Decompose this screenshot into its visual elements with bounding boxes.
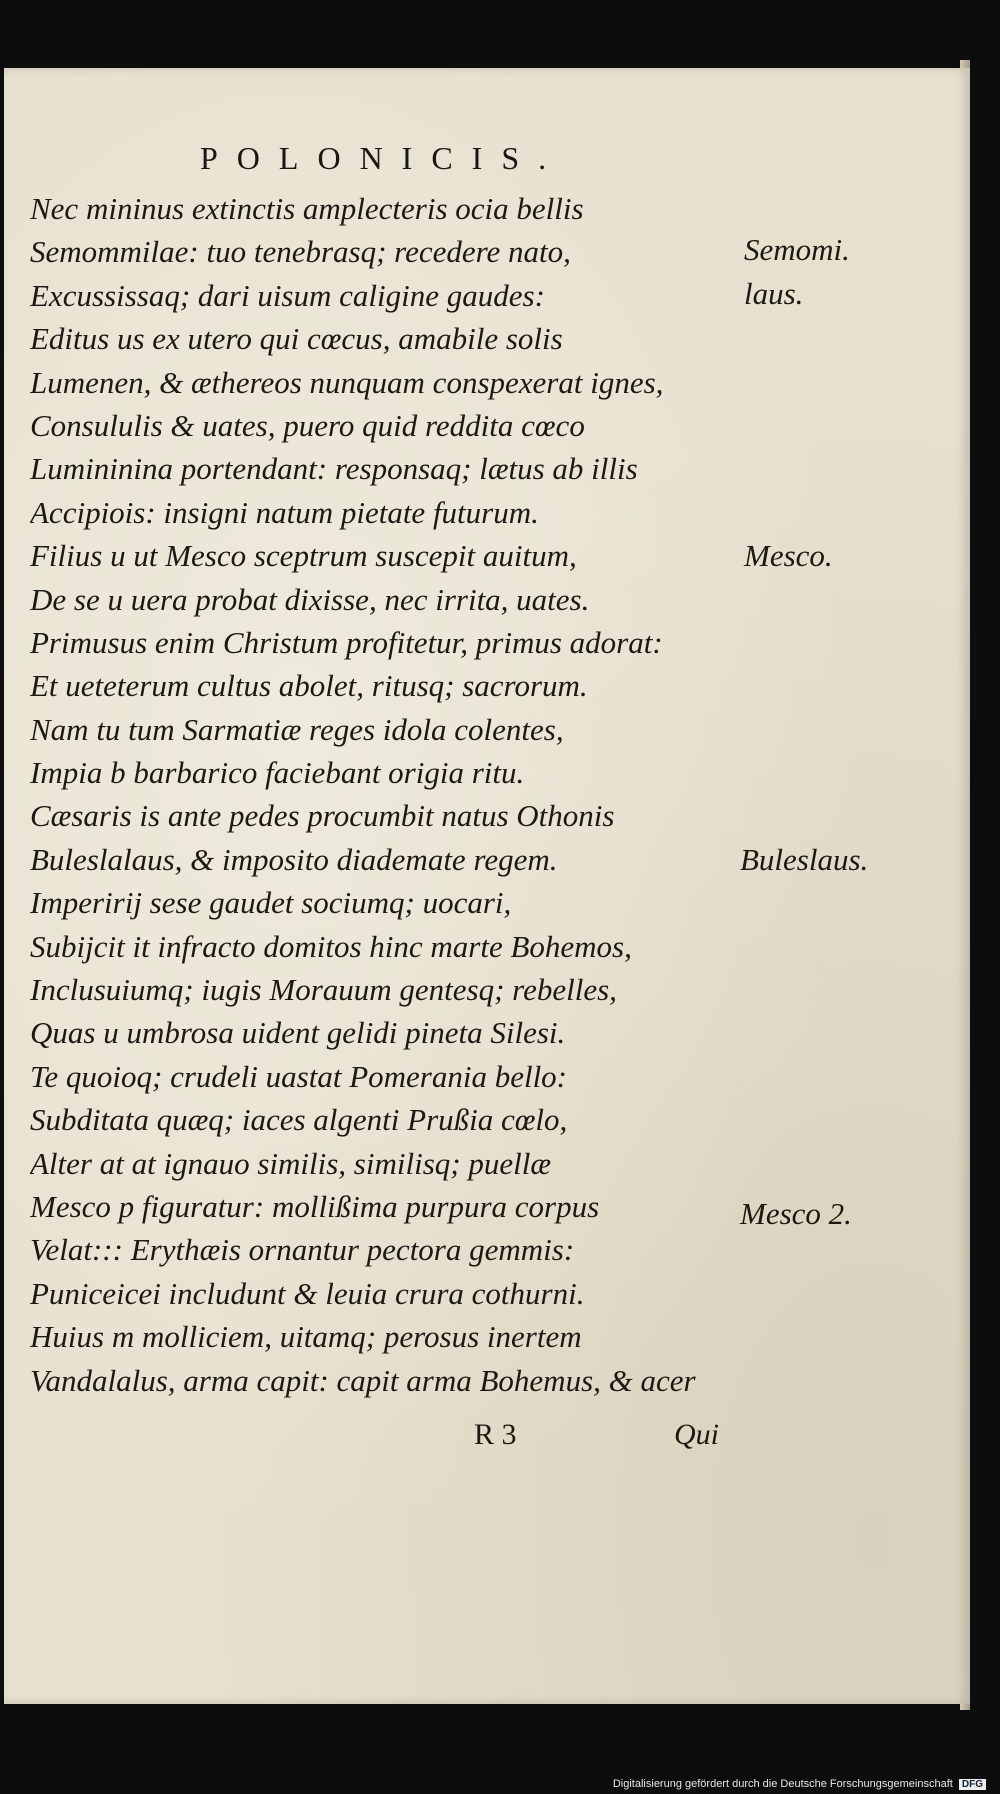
verse-line: Imperirij sese gaudet sociumq; uocari, <box>30 885 512 921</box>
verse-line: Subditata quæq; iaces algenti Prußia cœlo, <box>30 1102 568 1138</box>
verse-line: Subijcit it infracto domitos hinc marte Bohemos, <box>30 928 632 964</box>
verse-text <box>30 187 730 1402</box>
verse-line: Lumininina portendant: responsaq; lætus ab illis <box>30 451 638 487</box>
verse-line: Et ueteterum cultus abolet, ritusq; sacrorum. <box>30 668 588 704</box>
marginal-note-semomilaus: Semomi. <box>744 232 850 267</box>
running-head: POLONICIS. <box>200 140 566 176</box>
verse-line: Excussissaq; dari uisum caligine gaudes: <box>30 277 545 313</box>
verse-line: Semommilae: tuo tenebrasq; recedere nato, <box>30 234 571 270</box>
verse-line: Velat::: Erythæis ornantur pectora gemmis: <box>30 1232 575 1268</box>
verse-line: Consululis & uates, puero quid reddita cœco <box>30 407 585 443</box>
marginal-note-buleslaus: Buleslaus. <box>740 842 869 877</box>
verse-line: Primusus enim Christum profitetur, primus adorat: <box>30 624 663 660</box>
verse-line: Huius m molliciem, uitamq; perosus inertem <box>30 1319 582 1355</box>
verse-line: Buleslalaus, & imposito diademate regem. <box>30 841 558 877</box>
verse-line: Impia b barbarico faciebant origia ritu. <box>30 755 525 791</box>
marginal-note-mesco: Mesco. <box>744 538 833 573</box>
verse-line: Nam tu tum Sarmatiæ reges idola colentes, <box>30 711 564 747</box>
verse-line: Quas u umbrosa uident gelidi pineta Silesi. <box>30 1015 566 1051</box>
marginal-note-mesco-2: Mesco 2. <box>740 1196 852 1231</box>
signature-mark: R 3 <box>474 1418 517 1451</box>
verse-line: Te quoioq; crudeli uastat Pomerania bello: <box>30 1058 568 1094</box>
verse-line: Vandalalus, arma capit: capit arma Bohemus, & acer <box>30 1362 696 1398</box>
verse-line: Alter at at ignauo similis, similisq; puellæ <box>30 1145 551 1181</box>
verse-line: Cæsaris is ante pedes procumbit natus Othonis <box>30 798 615 834</box>
verse-line: Filius u ut Mesco sceptrum suscepit auitum, <box>30 538 577 574</box>
verse-line: Editus us ex utero qui cœcus, amabile solis <box>30 321 563 357</box>
verse-line: Puniceicei includunt & leuia crura cothurni. <box>30 1275 585 1311</box>
verse-line: Inclusuiumq; iugis Morauum gentesq; rebelles, <box>30 972 617 1008</box>
catchword: Qui <box>674 1418 719 1451</box>
verse-line: Lumenen, & æthereos nunquam conspexerat ignes, <box>30 364 664 400</box>
dfg-logo: DFG <box>959 1779 986 1790</box>
marginal-note-semomilaus-cont: laus. <box>744 276 804 311</box>
verse-line: Nec mininus extinctis amplecteris ocia bellis <box>30 191 584 226</box>
digitization-credit <box>613 1778 986 1790</box>
credit-text: Digitalisierung gefördert durch die Deutsche Forschungsgemeinschaft <box>612 1778 953 1790</box>
verse-line: De se u uera probat dixisse, nec irrita, uates. <box>30 581 590 617</box>
verse-line: Mesco p figuratur: mollißima purpura corpus <box>30 1188 600 1224</box>
verse-line: Accipiois: insigni natum pietate futurum. <box>30 494 539 530</box>
